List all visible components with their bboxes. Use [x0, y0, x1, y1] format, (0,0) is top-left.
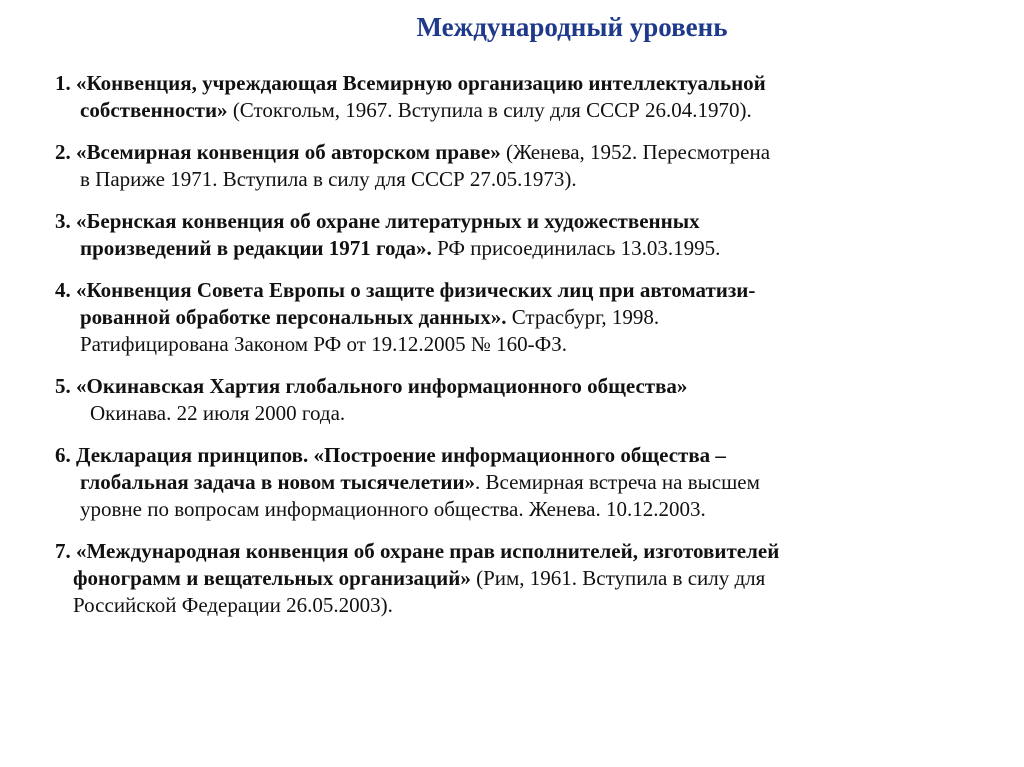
item-details-cont: Российской Федерации 26.05.2003).	[73, 593, 393, 617]
item-name-cont: глобальная задача в новом тысячелетии»	[80, 470, 476, 494]
item-name-cont: рованной обработке персональных данных».	[80, 305, 507, 329]
item-name: «Конвенция, учреждающая Всемирную организацию интеллектуальной	[76, 71, 766, 95]
list-item	[55, 70, 985, 124]
item-details: . Всемирная встреча на высшем	[475, 470, 760, 494]
item-details: РФ присоединилась 13.03.1995.	[431, 236, 721, 260]
item-name: «Бернская конвенция об охране литературных и художественных	[76, 209, 700, 233]
list-item	[55, 373, 985, 427]
item-name: «Окинавская Хартия глобального информационного общества»	[76, 374, 688, 398]
item-details-cont: уровне по вопросам информационного общества. Женева. 10.12.2003.	[80, 497, 706, 521]
treaty-list	[55, 70, 985, 634]
item-number: 4.	[55, 278, 71, 302]
item-number: 2.	[55, 140, 71, 164]
item-details: (Стокгольм, 1967. Вступила в силу для СССР 26.04.1970).	[227, 98, 752, 122]
item-details-cont: Ратифицирована Законом РФ от 19.12.2005 № 160-ФЗ.	[80, 332, 568, 356]
list-item	[55, 139, 985, 193]
item-name: Декларация принципов. «Построение информационного общества –	[76, 443, 726, 467]
list-item	[55, 208, 985, 262]
item-details: Окинава. 22 июля 2000 года.	[90, 401, 346, 425]
item-name-cont: собственности»	[80, 98, 228, 122]
item-details: (Рим, 1961. Вступила в силу для	[470, 566, 766, 590]
item-details: (Женева, 1952. Пересмотрена	[500, 140, 771, 164]
list-item	[55, 442, 985, 523]
item-number: 3.	[55, 209, 71, 233]
slide-title: Международный уровень	[416, 12, 728, 42]
item-name: «Всемирная конвенция об авторском праве»	[76, 140, 501, 164]
list-item	[55, 538, 985, 619]
item-name: «Международная конвенция об охране прав исполнителей, изготовителей	[76, 539, 780, 563]
item-number: 1.	[55, 71, 71, 95]
item-name-cont: произведений в редакции 1971 года».	[80, 236, 432, 260]
item-number: 7.	[55, 539, 71, 563]
item-details-cont: в Париже 1971. Вступила в силу для СССР 27.05.1973).	[80, 167, 577, 191]
item-number: 6.	[55, 443, 71, 467]
item-details: Страсбург, 1998.	[506, 305, 660, 329]
item-number: 5.	[55, 374, 71, 398]
list-item	[55, 277, 985, 358]
item-name-cont: фонограмм и вещательных организаций»	[73, 566, 471, 590]
item-name: «Конвенция Совета Европы о защите физических лиц при автоматизи-	[76, 278, 756, 302]
